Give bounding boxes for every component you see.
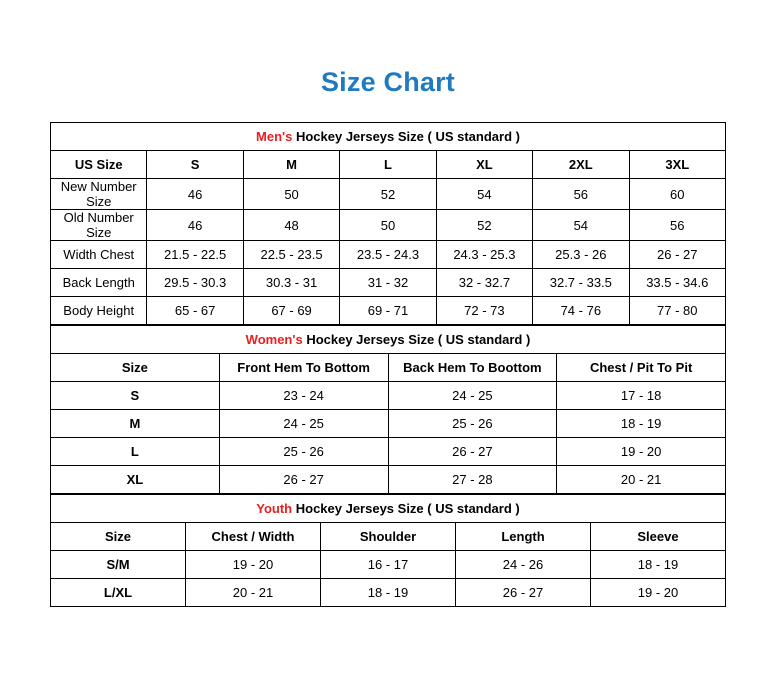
mens-row-4-cell-0: 65 - 67 [147,297,243,325]
womens-row-3-label: XL [51,466,220,494]
mens-row-2-label: Width Chest [51,241,147,269]
table-row [51,241,726,269]
mens-row-0-label: New Number Size [51,179,147,210]
mens-row-1-cell-2: 50 [340,210,436,241]
youth-row-0-cell-3: 18 - 19 [591,551,726,579]
table-row [51,551,726,579]
youth-section-rest: Hockey Jerseys Size ( US standard ) [292,501,520,516]
mens-col-2: M [243,151,339,179]
mens-row-2-cell-0: 21.5 - 22.5 [147,241,243,269]
page-title: Size Chart [320,67,456,97]
womens-row-0-cell-1: 24 - 25 [388,382,557,410]
mens-section-accent: Men's [256,129,293,144]
womens-row-0-label: S [51,382,220,410]
womens-row-3-cell-2: 20 - 21 [557,466,726,494]
mens-row-0-cell-0: 46 [147,179,243,210]
mens-row-0-cell-3: 54 [436,179,532,210]
mens-row-3-label: Back Length [51,269,147,297]
youth-row-1-cell-0: 20 - 21 [186,579,321,607]
mens-row-1-cell-3: 52 [436,210,532,241]
youth-row-1-cell-2: 26 - 27 [456,579,591,607]
youth-row-0-cell-2: 24 - 26 [456,551,591,579]
mens-row-4-cell-3: 72 - 73 [436,297,532,325]
womens-row-0-cell-2: 17 - 18 [557,382,726,410]
mens-row-4-cell-2: 69 - 71 [340,297,436,325]
mens-row-4-label: Body Height [51,297,147,325]
table-row [51,438,726,466]
table-row [51,410,726,438]
womens-row-2-cell-0: 25 - 26 [219,438,388,466]
youth-section-accent: Youth [256,501,293,516]
mens-row-2-cell-4: 25.3 - 26 [533,241,629,269]
mens-row-4-cell-1: 67 - 69 [243,297,339,325]
youth-col-3: Length [456,523,591,551]
womens-col-3: Chest / Pit To Pit [557,354,726,382]
table-row [51,210,726,241]
table-header-row [51,354,726,382]
mens-row-3-cell-1: 30.3 - 31 [243,269,339,297]
youth-row-1-cell-3: 19 - 20 [591,579,726,607]
mens-row-0-cell-2: 52 [340,179,436,210]
table-row [51,466,726,494]
mens-row-3-cell-0: 29.5 - 30.3 [147,269,243,297]
table-row [51,382,726,410]
table-header-row [51,523,726,551]
womens-row-1-cell-1: 25 - 26 [388,410,557,438]
mens-row-3-cell-3: 32 - 32.7 [436,269,532,297]
mens-row-2-cell-1: 22.5 - 23.5 [243,241,339,269]
mens-section-rest: Hockey Jerseys Size ( US standard ) [292,129,520,144]
mens-size-table [50,122,726,325]
mens-row-3-cell-4: 32.7 - 33.5 [533,269,629,297]
youth-row-0-cell-0: 19 - 20 [186,551,321,579]
womens-row-1-label: M [51,410,220,438]
mens-row-1-cell-1: 48 [243,210,339,241]
womens-row-3-cell-1: 27 - 28 [388,466,557,494]
size-chart-tables [50,98,726,607]
mens-row-4-cell-5: 77 - 80 [629,297,725,325]
youth-section-header [51,495,726,523]
womens-section-header [51,326,726,354]
youth-col-0: Size [51,523,186,551]
mens-section-header [51,123,726,151]
mens-row-2-cell-5: 26 - 27 [629,241,725,269]
youth-row-1-label: L/XL [51,579,186,607]
table-section-header-row [51,123,726,151]
youth-row-0-cell-1: 16 - 17 [321,551,456,579]
youth-row-0-label: S/M [51,551,186,579]
mens-row-1-cell-0: 46 [147,210,243,241]
mens-col-6: 3XL [629,151,725,179]
womens-row-2-label: L [51,438,220,466]
table-row [51,297,726,325]
table-header-row [51,151,726,179]
youth-col-4: Sleeve [591,523,726,551]
womens-row-2-cell-2: 19 - 20 [557,438,726,466]
table-row [51,269,726,297]
womens-row-0-cell-0: 23 - 24 [219,382,388,410]
mens-row-1-cell-4: 54 [533,210,629,241]
mens-row-3-cell-2: 31 - 32 [340,269,436,297]
mens-row-0-cell-4: 56 [533,179,629,210]
womens-row-3-cell-0: 26 - 27 [219,466,388,494]
womens-col-1: Front Hem To Bottom [219,354,388,382]
womens-size-table [50,325,726,494]
table-section-header-row [51,326,726,354]
mens-row-1-label: Old Number Size [51,210,147,241]
mens-col-1: S [147,151,243,179]
mens-row-4-cell-4: 74 - 76 [533,297,629,325]
mens-col-3: L [340,151,436,179]
womens-row-1-cell-0: 24 - 25 [219,410,388,438]
mens-col-5: 2XL [533,151,629,179]
table-row [51,579,726,607]
mens-row-2-cell-3: 24.3 - 25.3 [436,241,532,269]
table-row [51,179,726,210]
mens-row-1-cell-5: 56 [629,210,725,241]
mens-col-4: XL [436,151,532,179]
youth-col-1: Chest / Width [186,523,321,551]
womens-row-2-cell-1: 26 - 27 [388,438,557,466]
womens-row-1-cell-2: 18 - 19 [557,410,726,438]
table-section-header-row [51,495,726,523]
mens-row-3-cell-5: 33.5 - 34.6 [629,269,725,297]
womens-section-accent: Women's [245,332,303,347]
mens-row-0-cell-1: 50 [243,179,339,210]
mens-col-0: US Size [51,151,147,179]
womens-col-2: Back Hem To Boottom [388,354,557,382]
youth-col-2: Shoulder [321,523,456,551]
womens-section-rest: Hockey Jerseys Size ( US standard ) [302,332,531,347]
mens-row-0-cell-5: 60 [629,179,725,210]
youth-row-1-cell-1: 18 - 19 [321,579,456,607]
youth-size-table [50,494,726,607]
mens-row-2-cell-2: 23.5 - 24.3 [340,241,436,269]
womens-col-0: Size [51,354,220,382]
